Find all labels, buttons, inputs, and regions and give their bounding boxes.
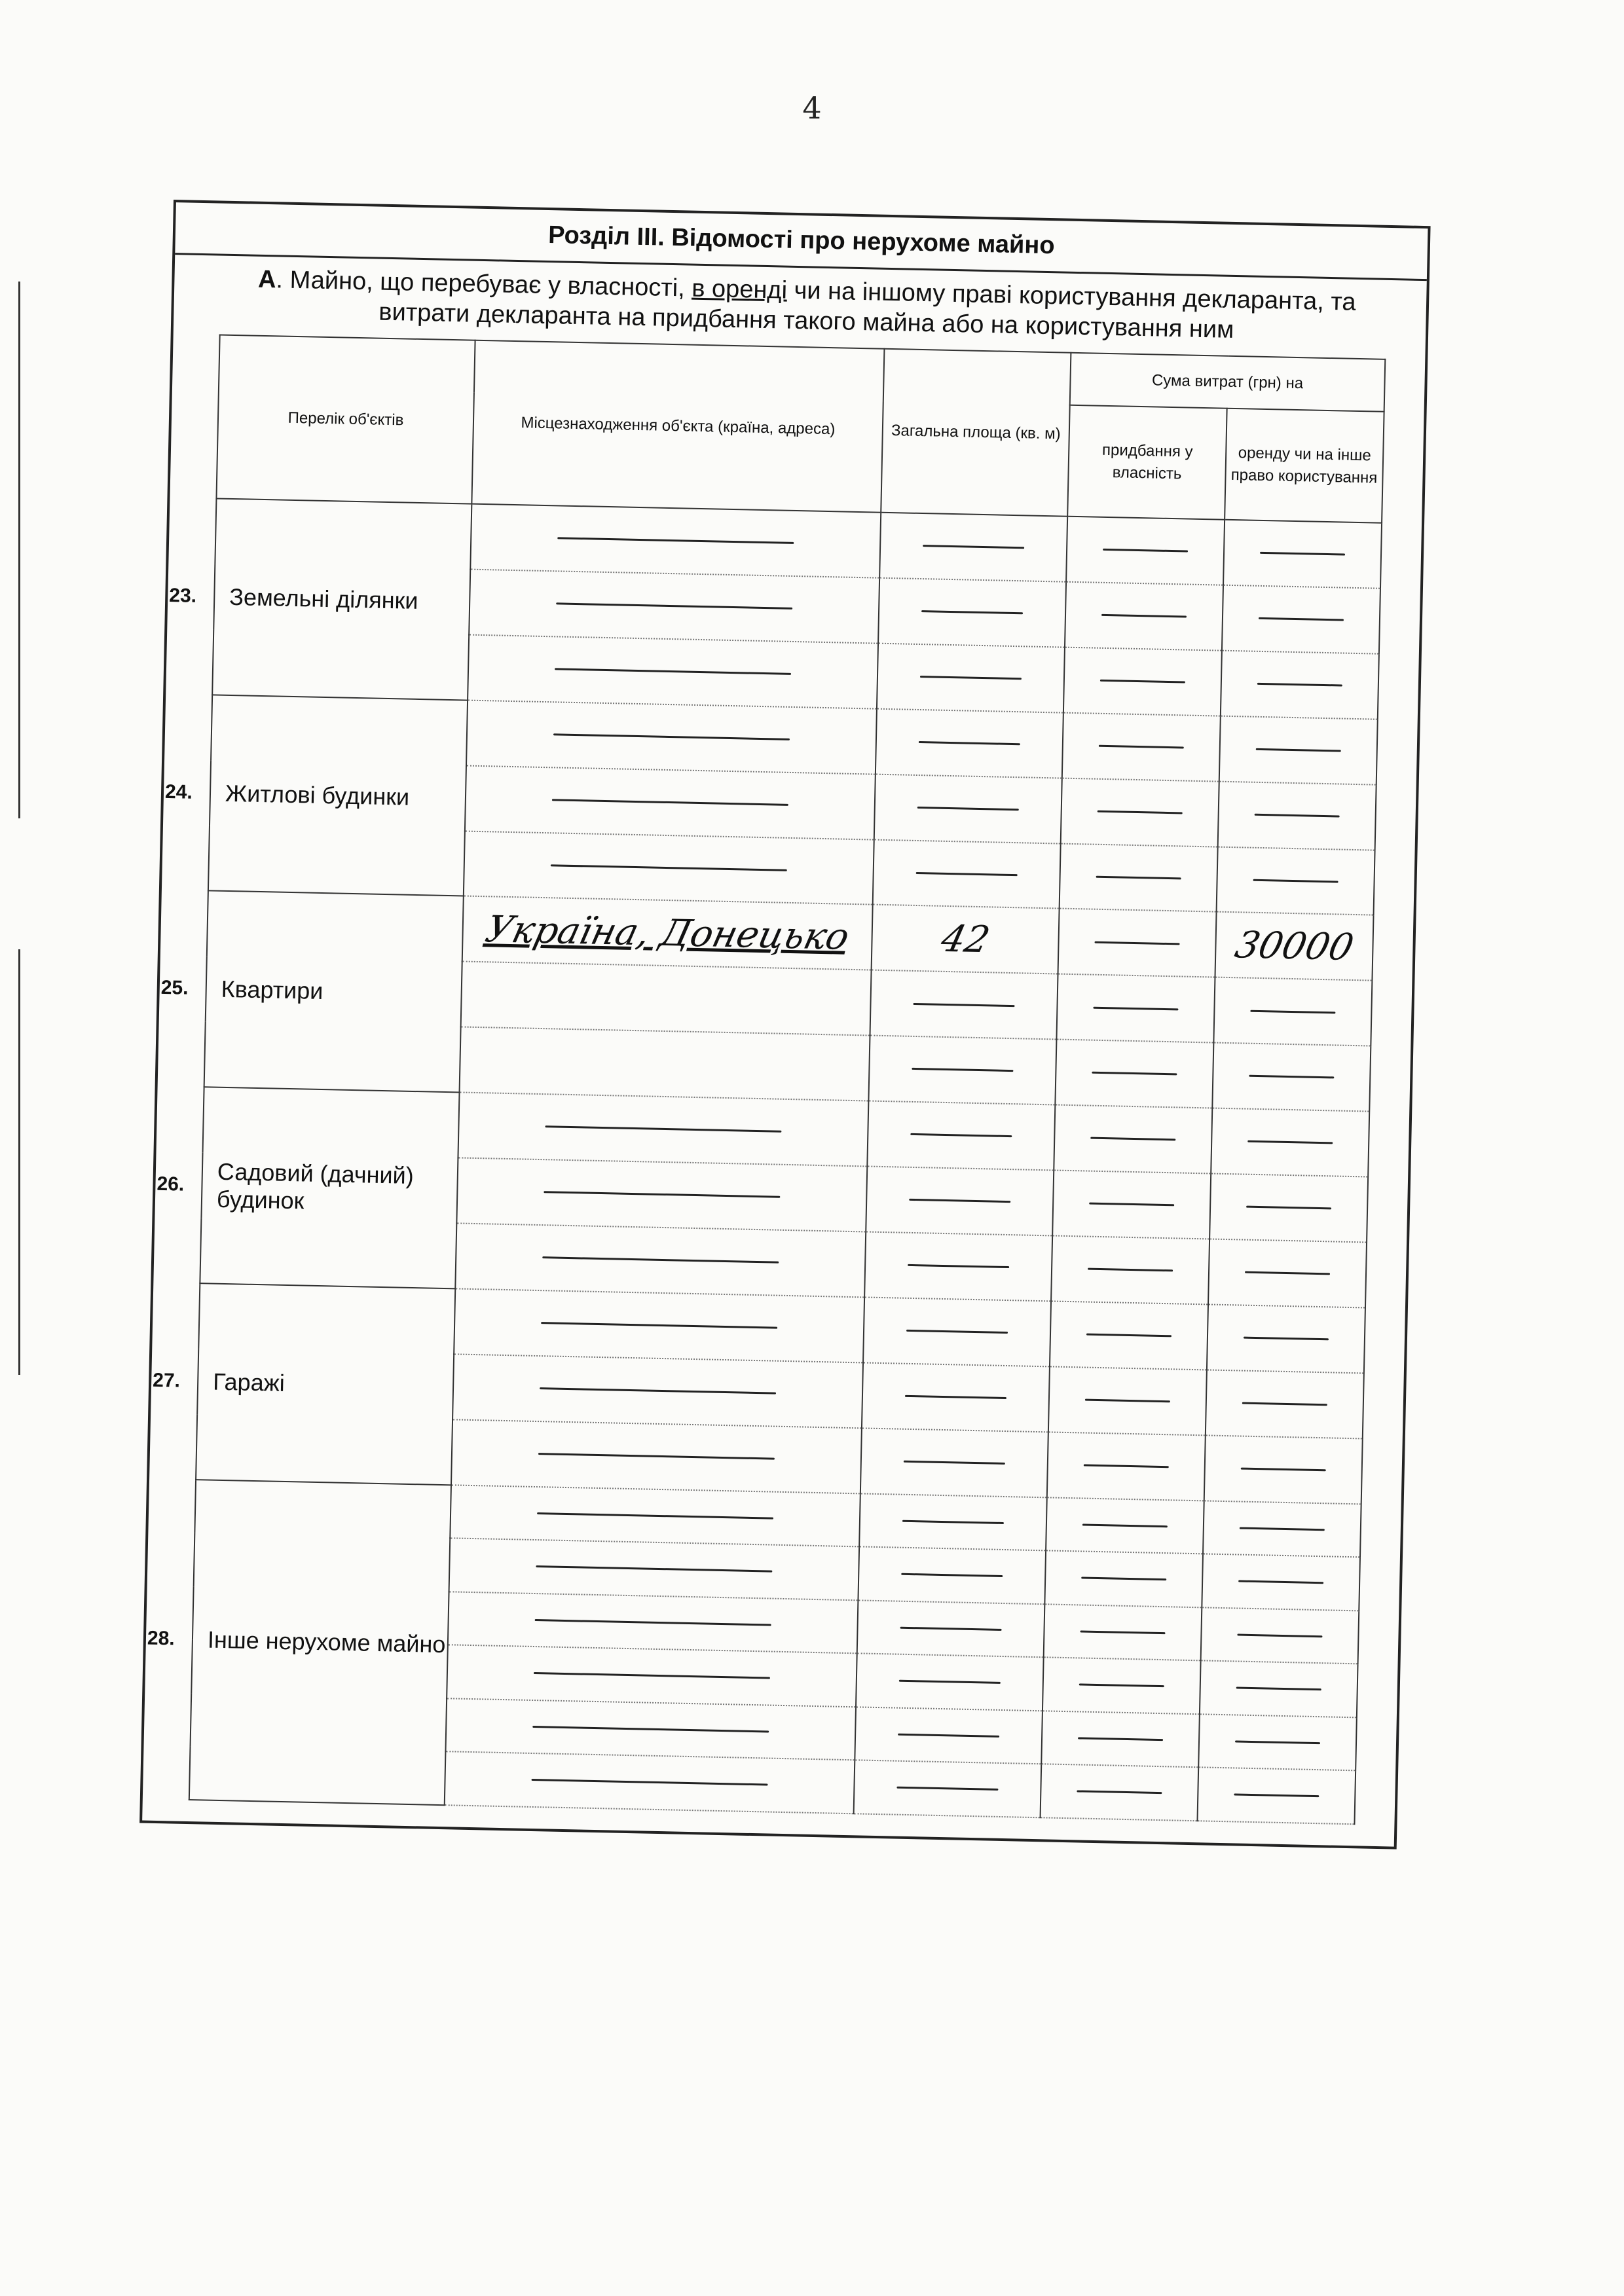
area-cell <box>870 970 1058 1040</box>
location-cell <box>458 1093 868 1167</box>
rent-cell <box>1211 1108 1369 1177</box>
purchase-cell <box>1058 909 1217 977</box>
purchase-cell <box>1043 1658 1201 1715</box>
subtitle-part1: . Майно, що перебуває у власності, <box>276 266 692 302</box>
location-cell <box>450 1485 860 1547</box>
area-cell <box>866 1167 1054 1236</box>
category-label: Садовий (дачний) будинок <box>216 1157 415 1214</box>
purchase-cell <box>1041 1711 1200 1768</box>
purchase-cell <box>1044 1604 1202 1661</box>
rent-cell <box>1197 1768 1356 1825</box>
location-cell <box>451 1419 862 1493</box>
purchase-cell <box>1048 1366 1207 1435</box>
scan-margin-line <box>18 282 20 818</box>
rent-cell <box>1221 650 1379 719</box>
purchase-cell <box>1044 1550 1203 1607</box>
rent-cell <box>1200 1661 1358 1718</box>
purchase-cell <box>1060 843 1218 912</box>
header-area: Загальна площа (кв. м) <box>881 349 1071 517</box>
category-label: Житлові будинки <box>225 779 410 811</box>
header-objects: Перелік об'єктів <box>216 335 475 504</box>
redacted-area <box>586 1051 744 1074</box>
area-cell <box>856 1654 1044 1711</box>
location-cell <box>455 1223 866 1297</box>
category-cell <box>152 1283 455 1485</box>
location-cell <box>461 962 872 1036</box>
category-label: Гаражі <box>212 1368 286 1396</box>
category-cell <box>160 891 464 1093</box>
area-cell <box>873 839 1061 909</box>
header-rent: оренду чи на інше право користування <box>1225 409 1384 523</box>
category-label: Земельні ділянки <box>229 583 418 614</box>
rent-cell <box>1215 912 1373 981</box>
location-cell <box>449 1538 860 1600</box>
category-number: 28. <box>147 1627 175 1650</box>
area-cell <box>877 643 1065 712</box>
rent-cell <box>1204 1435 1363 1504</box>
category-number: 24. <box>164 780 193 803</box>
rent-cell <box>1198 1714 1357 1771</box>
area-cell <box>860 1428 1048 1497</box>
purchase-cell <box>1047 1432 1206 1501</box>
area-cell <box>872 905 1060 974</box>
location-cell <box>462 896 873 970</box>
area-cell <box>863 1297 1051 1366</box>
category-number: 27. <box>152 1369 181 1392</box>
rent-cell <box>1206 1370 1364 1438</box>
location-cell <box>448 1592 858 1654</box>
category-cell <box>157 1087 459 1288</box>
purchase-cell <box>1063 647 1222 716</box>
area-cell <box>879 513 1067 582</box>
area-cell <box>874 774 1062 843</box>
location-cell <box>465 765 876 839</box>
area-cell <box>876 708 1063 778</box>
category-cell <box>168 498 471 700</box>
area-cell <box>862 1362 1050 1432</box>
purchase-cell <box>1066 517 1225 585</box>
location-cell <box>460 1027 870 1101</box>
location-cell <box>464 831 874 905</box>
page-number: 4 <box>802 90 822 126</box>
area-cell <box>878 578 1066 647</box>
location-cell <box>469 570 879 644</box>
category-cell <box>164 695 468 896</box>
section-title: Розділ III. Відомості про нерухоме майно <box>175 202 1428 281</box>
redacted-area <box>587 985 745 1008</box>
handwritten-area: 42 <box>936 917 994 962</box>
rent-cell <box>1209 1174 1368 1243</box>
subtitle-underlined: в оренді <box>691 274 788 304</box>
location-cell <box>456 1157 867 1231</box>
rent-cell <box>1219 716 1378 784</box>
rent-cell <box>1207 1304 1365 1373</box>
category-number: 25. <box>160 977 189 1000</box>
purchase-cell <box>1065 582 1223 651</box>
rent-cell <box>1213 977 1372 1046</box>
subtitle-prefix: А <box>257 265 276 294</box>
area-cell <box>868 1036 1056 1105</box>
category-number: 26. <box>157 1173 185 1195</box>
location-cell <box>454 1288 864 1362</box>
location-cell <box>445 1698 856 1760</box>
rent-cell <box>1212 1043 1371 1112</box>
area-cell <box>859 1493 1047 1550</box>
purchase-cell <box>1062 712 1221 781</box>
purchase-cell <box>1046 1497 1204 1554</box>
rent-cell <box>1208 1239 1367 1307</box>
rent-cell <box>1222 585 1380 654</box>
area-cell <box>857 1600 1045 1657</box>
header-purchase: придбання у власність <box>1067 405 1227 520</box>
category-number: 23. <box>168 584 197 607</box>
location-cell <box>466 700 877 774</box>
area-cell <box>855 1707 1043 1764</box>
rent-cell <box>1218 781 1376 850</box>
handwritten-rent: 30000 <box>1230 924 1358 969</box>
area-cell <box>867 1101 1055 1171</box>
category-label: Квартири <box>221 975 323 1005</box>
section-frame <box>139 200 1431 1850</box>
purchase-cell <box>1055 1040 1213 1108</box>
rent-cell <box>1202 1554 1360 1611</box>
purchase-cell <box>1051 1235 1209 1304</box>
category-cell <box>147 1480 451 1805</box>
subtitle-part2: чи на іншому праві користування декларанта, та витрати декларанта на придбання такого майна або на користування ним <box>378 276 1356 344</box>
location-cell <box>452 1354 863 1428</box>
location-cell <box>468 634 878 708</box>
rent-cell <box>1203 1501 1361 1558</box>
header-location: Місцезнаходження об'єкта (країна, адреса) <box>471 340 884 513</box>
purchase-cell <box>1050 1301 1208 1370</box>
handwritten-location: Україна, Донецько <box>481 908 854 958</box>
rent-cell <box>1223 520 1382 589</box>
purchase-cell <box>1056 974 1215 1043</box>
purchase-cell <box>1061 778 1219 847</box>
rent-cell <box>1217 847 1375 915</box>
area-cell <box>858 1547 1046 1604</box>
location-cell <box>447 1645 857 1707</box>
scan-margin-line <box>18 949 20 1375</box>
purchase-cell <box>1054 1105 1212 1174</box>
header-costs: Сума витрат (грн) на <box>1070 353 1386 412</box>
category-label: Інше нерухоме майно <box>207 1626 446 1658</box>
location-cell <box>470 504 881 578</box>
purchase-cell <box>1041 1764 1199 1821</box>
area-cell <box>864 1231 1052 1301</box>
area-cell <box>854 1760 1042 1818</box>
rent-cell <box>1201 1607 1359 1664</box>
purchase-cell <box>1052 1171 1211 1239</box>
location-cell <box>445 1752 855 1814</box>
property-table <box>147 335 1386 1825</box>
